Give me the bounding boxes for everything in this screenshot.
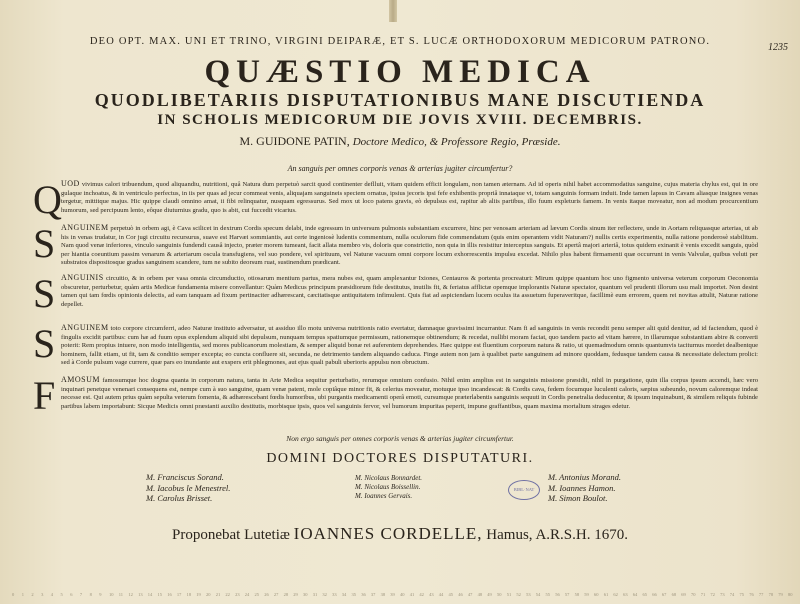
ruler-tick: 52	[516, 592, 521, 597]
ruler-tick: 13	[138, 592, 143, 597]
presider-name: M. GUIDONE PATIN,	[239, 134, 350, 148]
ruler-tick: 39	[390, 592, 395, 597]
ruler-tick: 31	[312, 592, 318, 597]
ruler-tick: 21	[215, 592, 221, 597]
drop-cap: F	[33, 373, 56, 418]
ruler-tick: 4	[50, 592, 54, 597]
library-stamp: BIBL·NAT	[508, 480, 540, 500]
ruler-tick: 15	[157, 592, 162, 597]
ruler-tick: 73	[720, 592, 725, 597]
ruler-tick: 57	[564, 592, 570, 597]
proponebat-suffix: Hamus, A.R.S.H. 1670.	[486, 527, 628, 543]
ruler-tick: 47	[467, 592, 473, 597]
ruler-tick: 17	[176, 592, 182, 597]
ruler-tick: 3	[41, 592, 44, 597]
ruler-tick: 7	[79, 592, 83, 597]
section-text	[61, 324, 758, 368]
ruler-tick: 22	[225, 592, 230, 597]
ruler-tick: 67	[661, 592, 667, 597]
ruler-tick: 5	[60, 592, 63, 597]
ruler-tick: 36	[361, 592, 366, 597]
ruler-tick: 6	[70, 592, 73, 597]
ruler-tick: 59	[584, 592, 589, 597]
doctor-name: M. Nicolaus Bonnardet.	[355, 474, 423, 482]
ruler-tick: 51	[506, 592, 512, 597]
ruler-tick: 11	[118, 592, 124, 597]
doctors-column-3	[548, 472, 621, 504]
section-body: circuitio, & in orbem per vasa omnia circumductio, otiosarum mentium partus, mera nubes est, quam amplexantur Ixiones, Centauros & portenta procreaturi: Mirum quippe quantum hoc uno figmento universa veterum corporum Oeconomia obscuretur, perturbetur, quàm artis Medicæ fundamenta misere convellantur: Quàm Medicus principum præsidiorum fide destitutus, inutilis fit, & feriatus afflictæ opemque implorantis Naturæ spectator, quantum vel prudenti illorum usu mali importet. Non desint tamen qui tam fœdis opinionis delectis, ad eam tanquam ad fixum pertinaciter adhærescant, cæcitatisque antiquitatem infimulent. Quis fiat ad aspiciendam lucem oculus ita assuetum fuperaveritque, facillimè eum errorem, quem rei novitas attulit, Naturæ ratione depellet.	[61, 275, 758, 308]
ruler-tick: 2	[31, 592, 34, 597]
ruler-tick: 12	[128, 592, 133, 597]
doctor-name: M. Simon Boulot.	[548, 493, 608, 503]
ruler-tick: 77	[758, 592, 764, 597]
drop-cap: S	[33, 221, 56, 266]
ruler-tick: 71	[700, 592, 706, 597]
drop-cap: S	[33, 271, 56, 316]
drop-cap: Q	[33, 177, 62, 222]
ruler-tick: 19	[196, 592, 201, 597]
ruler-tick: 14	[147, 592, 153, 597]
section-text	[61, 224, 758, 268]
ruler-tick: 55	[545, 592, 550, 597]
ruler-tick: 48	[477, 592, 483, 597]
ruler-tick: 23	[235, 592, 240, 597]
ruler-tick: 79	[778, 592, 783, 597]
ruler-tick: 68	[671, 592, 677, 597]
ruler-tick: 35	[351, 592, 356, 597]
ruler-tick: 74	[729, 592, 735, 597]
page-fold	[389, 0, 397, 22]
section-body: toto corpore circumferri, adeo Naturæ instituto adversatur, ut assiduo illo motu universa nutritionis ratio evertatur, damnaque gravissimi incurrantur. Nam fi ad sanguinis in venis recondit penu semper alii quid denitur, ad id faciendum, quod è fingulis excidit partibus: cum hæ ad fuum opus explendum aliquid sibi depulsum, nunquam tempus spatiumque permissum, rationemque obtinendum; & recedat, nullibi moram faciat, quo tandem pacto ad vitam hærere, in illarumque substantiam abire & converti poterit: Rem propius intuere, non modo intelligentia, sed mores publicanorum molestiam, & semper aliquid bonæ rei auferentem deprehendes. Hæc quippe est fluentium corporum natura & ratio, ut quemadmodum omnis quantumvis taciturnus mordet dealbentque hominem, fallit etiam, ut fit, tam & conditio semper excepta; eo cuncta confluere sit, secunda, ne detrimento tandem aliquando caduca. Finge autem non jam à qualibet parte sanguinem ad minore quoddam, fedusque tandem causa & necessitate delectum prolici: sed à Corde pulsum vage currere, quæ pars eo inundante aut exspers erit phlegmones, aut ejus quali pabuli uberioris appulsu non obructum.	[61, 325, 758, 367]
ruler-tick: 63	[623, 592, 628, 597]
ruler-tick: 44	[438, 592, 444, 597]
ruler-tick: 72	[710, 592, 715, 597]
ruler-tick: 41	[409, 592, 415, 597]
doctors-column-1	[146, 472, 230, 504]
ruler-tick: 46	[458, 592, 463, 597]
ruler-tick: 42	[419, 592, 424, 597]
scale-ruler	[0, 592, 800, 602]
ruler-tick: 29	[293, 592, 298, 597]
ruler-tick: 61	[603, 592, 609, 597]
proponebat-name: IOANNES CORDELLE,	[293, 524, 483, 543]
ruler-tick: 49	[487, 592, 492, 597]
ruler-tick: 43	[429, 592, 434, 597]
ruler-tick: 32	[322, 592, 327, 597]
ruler-tick: 50	[497, 592, 502, 597]
ruler-tick: 75	[739, 592, 744, 597]
page-number: 1235	[768, 42, 788, 53]
ruler-tick: 37	[370, 592, 376, 597]
ruler-tick: 34	[341, 592, 347, 597]
ruler-tick: 20	[206, 592, 211, 597]
ruler-tick: 54	[535, 592, 541, 597]
ruler-tick: 9	[99, 592, 102, 597]
ruler-tick: 56	[555, 592, 560, 597]
presider-line	[0, 134, 800, 149]
proponebat-prefix: Proponebat Lutetiæ	[172, 527, 290, 543]
conclusion-motto: Non ergo sanguis per omnes corporis venas & arterias jugiter circumfertur.	[286, 434, 514, 443]
lead-word: AMOSUM	[61, 376, 101, 384]
ruler-tick: 69	[681, 592, 686, 597]
ruler-tick: 8	[89, 592, 92, 597]
section-body: famosumque hoc dogma quanta in corporum natura, tanta in Arte Medica sequitur perturbatio, rerumque omnium confusio. Nihil enim amplius est in sanguinis missione præsidii, nihil in purgatione, quin illa corpus ipsum accendi, hæc vero inquinari penetque venenari consequens est, nempe cum à suo sanguine, quam venæ patent, mole copiâque minor fit, & celerius moveatur, motuque ipso incandescat: & Cordis cava, fedem focumque luculenti caloris, sæpius subeundo, novum caloremque indeat necesse est. Qui autem prius quàm sepulta veterum fomenta, & adhærescebant fœdis humoribus, ubi purgantis medicamenti operâ emoti, cursumque præterlabentis sanguinis sequuti in Cordis penetralia deducentur, & ipsum inquinabunt, & similem reliquis fubinde partibus labem importabunt: Sicque Medicis omni præstanti auxilio destitutis, morbisque ipsis, quos vel sanguinis fervor, vel humorum impuritas peperit, impune graffantibus, quam maxima mortalium strages edetur.	[61, 377, 758, 410]
ruler-tick: 70	[691, 592, 696, 597]
doctors-column-2	[355, 474, 422, 501]
ruler-tick: 80	[788, 592, 793, 597]
subtitle-2: IN SCHOLIS MEDICORUM DIE JOVIS XVIII. DECEMBRIS.	[157, 112, 643, 128]
ruler-tick: 26	[264, 592, 269, 597]
doctor-name: M. Ioannes Gervais.	[355, 492, 413, 500]
subtitle-1: QUODLIBETARIIS DISPUTATIONIBUS MANE DISCUTIENDA	[94, 90, 706, 110]
ruler-tick: 40	[400, 592, 405, 597]
lead-word: ANGUINEM	[61, 224, 109, 232]
ruler-tick: 0	[12, 592, 15, 597]
ruler-tick: 25	[254, 592, 259, 597]
ruler-tick: 60	[594, 592, 599, 597]
question-motto: An sanguis per omnes corporis venas & arterias jugiter circumfertur?	[287, 164, 513, 173]
proponebat-line	[0, 524, 800, 544]
ruler-tick: 24	[244, 592, 250, 597]
doctor-name: M. Ioannes Hamon.	[548, 482, 616, 493]
ruler-tick: 78	[768, 592, 774, 597]
ruler-tick: 66	[652, 592, 657, 597]
ruler-tick: 1	[21, 592, 24, 597]
ruler-tick: 58	[574, 592, 580, 597]
doctor-name: M. Antonius Morand.	[548, 472, 622, 482]
ruler-tick: 76	[749, 592, 754, 597]
main-title: QUÆSTIO MEDICA	[204, 54, 596, 90]
ruler-tick: 65	[642, 592, 647, 597]
ruler-tick: 45	[448, 592, 453, 597]
doctor-name: M. Nicolaus Boissellin.	[355, 483, 421, 491]
lead-word: UOD	[61, 180, 80, 188]
ruler-tick: 30	[303, 592, 308, 597]
doctor-name: M. Carolus Brisset.	[146, 493, 213, 503]
ruler-tick: 27	[273, 592, 279, 597]
section-text	[61, 274, 758, 318]
ruler-tick: 28	[283, 592, 289, 597]
section-text	[61, 180, 758, 224]
lead-word: ANGUINEM	[61, 324, 109, 332]
ruler-tick: 33	[332, 592, 337, 597]
ruler-tick: 38	[380, 592, 386, 597]
ruler-tick: 62	[613, 592, 618, 597]
doctor-name: M. Iacobus le Menestrel.	[146, 482, 231, 493]
ruler-tick: 18	[186, 592, 192, 597]
section-body: perpetuò in orbem agi, è Cava scilicet in dextrum Cordis specum delabi, inde egressum in universum pulmonis substantiam excurrere, hinc per venosam arteriam ad lævum Cordis sinum iter reflectere, unde in Aortam reliquasque arterias, ut ab his in venas trudatur, in Cor jugi circuitu recursurus, suave est Harvæi sommiantis, aut certe ingeniosè ludentis commentum, nulla oculorum fide commendatum (quis enim operantem vidit Naturam?) nullis certis experimentis, nulla ratione ponderosè stabilitum. Nam quod venæ inferiores, vinculo sanguinis fundendi causâ injecto, præter morem tumeant, facit allata membro vis, doloris que constrictio, non quia in illis resistitur interceptus sanguis. Et apertâ majori arteriâ, totus quidem exinanit è venis excedit sanguis, quòd per hiantia coeuntium passim venarum & arteriarum oscula transfugiens, vel suo pondere, vel spirituum, vel Naturæ vacuum omni corpore locum exhorrescentis impulsu excedat. Nihilo plus habent firmamenti quæ occurrunt in venis Valvulæ, quibus veluti per substratos dispositosque gradus sanguinem scandere, tum ne subito deorsum ruat, sustinendum prædicant.	[61, 225, 758, 267]
section-text	[61, 376, 758, 420]
ruler-tick: 53	[526, 592, 531, 597]
section-body: vivimus calori tribuendum, quod aliquandiu, nutritioni, quâ Natura dum perpetuò sarcit quod continenter deflluit, vitam quidem efficit longulam, non tamen æternam. Ad id operis nihil habet accommodatius sanguine, cujus materia chylus est, qui in ore gulaque inchoatus, & in ventriculo perfectus, in iis per quas ad jecur commeat venis, aliquajam sanguineis speciem ornatus, ipsius jecoris ipsi fefe exhibentis propriâ innataque vi, totam sanguinis formam induit. Inde tamen lapsus in Cavam aliasque insignes venas tergetur, mittitque majus. Hic quippe claudi omnino amat, ii fibi relinquatur, nusquam egressurus. Sed mox ut loco patens gravis, eò depulsus est, rapitur ab aliis partibus, illo fuum expleturis famem. In venis itaque moveatur, non ad modum procurcentium humorum, sed percipuum lento, eôque diuturnius gradu, quo is abit, cui fuccedit vicarius.	[61, 181, 758, 214]
ruler-tick: 16	[167, 592, 172, 597]
ruler-tick: 10	[109, 592, 114, 597]
dedication-line: DEO OPT. MAX. UNI ET TRINO, VIRGINI DEIPARÆ, ET S. LUCÆ ORTHODOXORUM MEDICORUM PATRONO.	[89, 36, 711, 47]
doctor-name: M. Franciscus Sorand.	[146, 472, 224, 482]
presider-rank: Doctore Medico, & Professore Regio, Præside.	[352, 136, 561, 148]
lead-word: ANGUINIS	[61, 274, 104, 282]
ruler-tick: 64	[632, 592, 638, 597]
drop-cap: S	[33, 321, 56, 366]
doctors-heading: DOMINI DOCTORES DISPUTATURI.	[266, 451, 534, 466]
